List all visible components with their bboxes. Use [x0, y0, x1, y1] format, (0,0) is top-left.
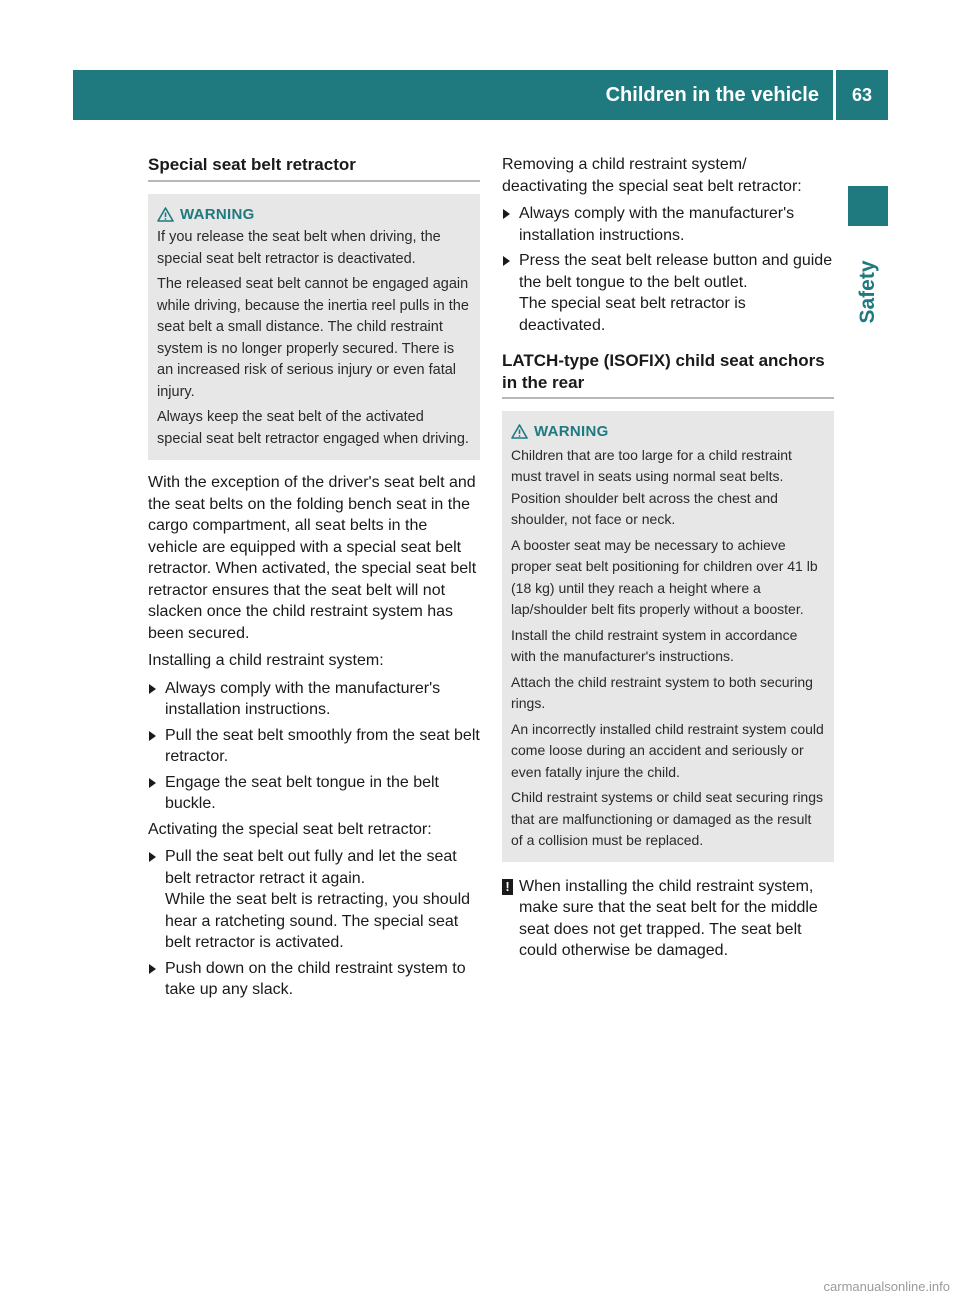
warning-paragraph: The released seat belt cannot be engaged again while driving, because the inertia reel pulls in the seat belt a small distance. The child restraint system is no longer properly secured. There is an increased risk of serious injury or even fatal injury. [157, 276, 469, 400]
side-tab-label: Safety [856, 260, 879, 324]
step-item [148, 772, 480, 815]
arrow-bullet-icon [149, 852, 156, 862]
step-text: Pull the seat belt out fully and let the seat belt retractor retract it again. [165, 848, 457, 887]
step-item [148, 725, 480, 768]
step-text: Pull the seat belt smoothly from the seat belt retractor. [165, 726, 480, 765]
step-text: Press the seat belt release button and guide the belt tongue to the belt outlet. [519, 252, 833, 291]
step-item [502, 250, 834, 336]
step-result: While the seat belt is retracting, you should hear a ratcheting sound. The special seat belt retractor is activated. [165, 891, 471, 951]
step-text: Push down on the child restraint system to take up any slack. [165, 959, 466, 998]
step-text: Always comply with the manufacturer's installation instructions. [165, 679, 441, 718]
arrow-bullet-icon [503, 256, 510, 266]
exclamation-icon: ! [502, 879, 513, 895]
page-number: 63 [836, 70, 888, 120]
damage-note [502, 876, 834, 962]
warning-triangle-icon [157, 207, 174, 222]
arrow-bullet-icon [503, 209, 510, 219]
step-item [148, 678, 480, 721]
step-text: Always comply with the manufacturer's installation instructions. [519, 205, 795, 244]
side-tab [848, 232, 888, 352]
arrow-bullet-icon [149, 731, 156, 741]
installing-label: Installing a child restraint system: [148, 652, 384, 669]
warning-paragraph: Install the child restraint system in accordance with the manufacturer's instructions. [511, 626, 798, 664]
activating-steps [148, 846, 480, 1001]
side-tab-marker [848, 186, 888, 226]
warning-box-retractor [148, 194, 480, 461]
step-item [148, 846, 480, 954]
warning-paragraph: A booster seat may be necessary to achieve proper seat belt positioning for children over 41 lb (18 kg) until they reach a height where a lap/shoulder belt fits properly without a booster. [511, 536, 818, 617]
installing-steps [148, 678, 480, 815]
step-result: The special seat belt retractor is deactivated. [519, 295, 746, 334]
warning-box-latch [502, 411, 834, 862]
note-text: When installing the child restraint system, make sure that the seat belt for the middle seat does not get trapped. The seat belt could otherwise be damaged. [519, 877, 818, 959]
removing-steps [502, 203, 834, 336]
removing-label: Removing a child restraint system/ deactivating the special seat belt retractor: [502, 156, 802, 195]
section-heading-retractor: Special seat belt retractor [148, 154, 480, 182]
warning-label: WARNING [534, 423, 609, 440]
warning-header [157, 204, 472, 226]
warning-paragraph: Children that are too large for a child restraint must travel in seats using normal seat belts. Position shoulder belt across the chest and shoulder, not face or neck. [511, 446, 792, 527]
warning-paragraph: An incorrectly installed child restraint system could come loose during an accident and seriously or even fatally injure the child. [511, 720, 824, 780]
watermark: carmanualsonline.info [823, 1279, 950, 1294]
arrow-bullet-icon [149, 778, 156, 788]
step-item [502, 203, 834, 246]
warning-header [511, 421, 826, 443]
arrow-bullet-icon [149, 684, 156, 694]
warning-paragraph: Attach the child restraint system to both securing rings. [511, 673, 813, 711]
header-bar [73, 70, 833, 120]
warning-triangle-icon [511, 424, 528, 439]
warning-paragraph: If you release the seat belt when driving, the special seat belt retractor is deactivated. [157, 229, 441, 267]
section-heading-latch: LATCH-type (ISOFIX) child seat anchors in the rear [502, 350, 834, 399]
warning-paragraph: Child restraint systems or child seat securing rings that are malfunctioning or damaged as the result of a collision must be replaced. [511, 789, 824, 848]
activating-label: Activating the special seat belt retractor: [148, 820, 432, 838]
chapter-title: Children in the vehicle [605, 84, 819, 106]
right-column [502, 154, 834, 962]
warning-paragraph: Always keep the seat belt of the activated special seat belt retractor engaged when driving. [157, 409, 469, 447]
warning-label: WARNING [180, 205, 255, 223]
step-item [148, 958, 480, 1001]
step-text: Engage the seat belt tongue in the belt buckle. [165, 773, 439, 812]
left-column [148, 154, 480, 1005]
arrow-bullet-icon [149, 964, 156, 974]
intro-paragraph: With the exception of the driver's seat belt and the seat belts on the folding bench seat in the cargo compartment, all seat belts in the vehicle are equipped with a special seat belt retractor. When activated, the special seat belt retractor ensures that the seat belt will not slacken once the child restraint system has been secured. [148, 474, 477, 642]
